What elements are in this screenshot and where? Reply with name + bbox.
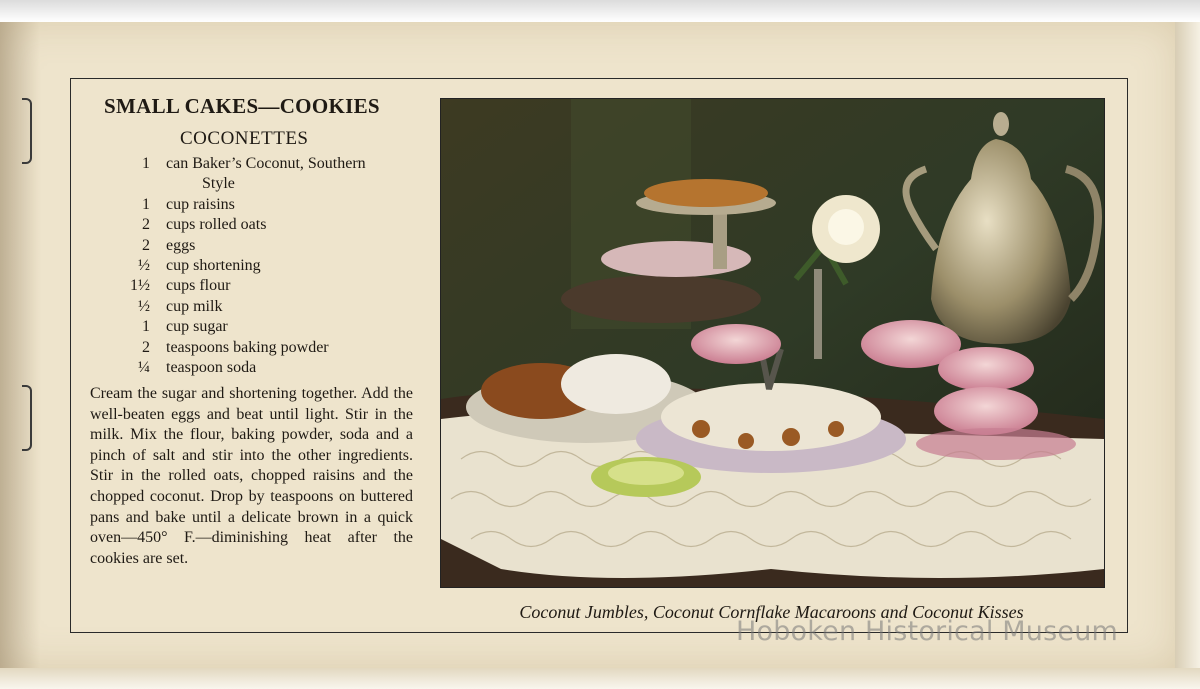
ingredient-name: cup sugar bbox=[166, 318, 228, 336]
ingredient-name-line1: can Baker’s Coconut, Southern bbox=[166, 155, 366, 172]
teacup bbox=[691, 324, 781, 364]
ingredient-quantity: ½ bbox=[138, 297, 150, 315]
ingredient-row bbox=[90, 154, 425, 195]
ingredient-row bbox=[90, 297, 425, 317]
cake-stand-stem bbox=[713, 209, 727, 269]
ingredient-row bbox=[90, 195, 425, 215]
ingredient-row bbox=[90, 215, 425, 235]
recipe-method: Cream the sugar and shortening together. Add the well-beaten eggs and beat until light. Stir in the milk. Mix the flour, baking powder, soda and a pinch of salt and stir into the other ingredients. Stir in the rolled oats, chopped raisins and the chopped coconut. Drop by teaspoons on buttered pans and bake until a delicate brown in a quick oven—450° F.—diminishing heat after the cookies are set. bbox=[90, 385, 413, 567]
ingredient-row bbox=[90, 338, 425, 358]
ingredient-name: cup raisins bbox=[166, 195, 235, 213]
ingredient-quantity: 1½ bbox=[130, 277, 150, 295]
staple-bottom bbox=[22, 385, 32, 451]
ingredient-quantity: 1 bbox=[142, 318, 150, 336]
scan-background-top bbox=[0, 0, 1200, 22]
ingredient-name-line2: Style bbox=[202, 175, 235, 193]
cookies-on-stand bbox=[644, 179, 768, 207]
ingredient-name bbox=[166, 154, 416, 195]
ingredient-row bbox=[90, 276, 425, 296]
green-napkin-fold bbox=[608, 461, 684, 485]
ingredient-row bbox=[90, 317, 425, 337]
ingredient-quantity: ¼ bbox=[138, 359, 150, 377]
coconut-macaroons bbox=[661, 383, 881, 451]
page-edge-bottom bbox=[0, 668, 1200, 689]
ingredient-row bbox=[90, 358, 425, 378]
still-life-photo bbox=[440, 98, 1105, 588]
page-edge-right bbox=[1175, 22, 1200, 689]
section-title: SMALL CAKES—COOKIES bbox=[104, 94, 380, 118]
ingredient-name: cup milk bbox=[166, 297, 223, 315]
ingredient-list bbox=[90, 154, 425, 378]
photo-caption: Coconut Jumbles, Coconut Cornflake Macaroons and Coconut Kisses bbox=[519, 602, 1024, 622]
teacup bbox=[934, 387, 1038, 435]
ingredient-name: teaspoon soda bbox=[166, 359, 257, 377]
ingredient-quantity: 2 bbox=[142, 236, 150, 254]
ingredient-quantity: 1 bbox=[142, 195, 150, 213]
saucer bbox=[916, 428, 1076, 460]
cake-stand-lower bbox=[561, 275, 761, 323]
cake-plate bbox=[601, 241, 751, 277]
spine-shadow bbox=[0, 22, 40, 668]
ingredient-quantity: ½ bbox=[138, 257, 150, 275]
tea-table-illustration bbox=[441, 99, 1104, 587]
ingredient-name: cups rolled oats bbox=[166, 216, 267, 234]
ingredient-name: eggs bbox=[166, 236, 196, 254]
rose-center bbox=[828, 209, 864, 245]
recipe-column bbox=[90, 90, 425, 625]
ingredient-quantity: 1 bbox=[142, 155, 150, 172]
ingredient-quantity: 2 bbox=[142, 338, 150, 356]
bud-vase bbox=[814, 269, 822, 359]
ingredient-row bbox=[90, 236, 425, 256]
coffee-pot-finial bbox=[993, 112, 1009, 136]
ingredient-name: teaspoons baking powder bbox=[166, 338, 329, 356]
staple-top bbox=[22, 98, 32, 164]
ingredient-name: cups flour bbox=[166, 277, 231, 295]
recipe-title: COCONETTES bbox=[180, 128, 309, 149]
ingredient-row bbox=[90, 256, 425, 276]
museum-watermark: Hoboken Historical Museum bbox=[736, 616, 1119, 647]
teacup bbox=[938, 347, 1034, 391]
coconut-kisses-left bbox=[561, 354, 671, 414]
ingredient-quantity: 2 bbox=[142, 216, 150, 234]
ingredient-name: cup shortening bbox=[166, 257, 261, 275]
